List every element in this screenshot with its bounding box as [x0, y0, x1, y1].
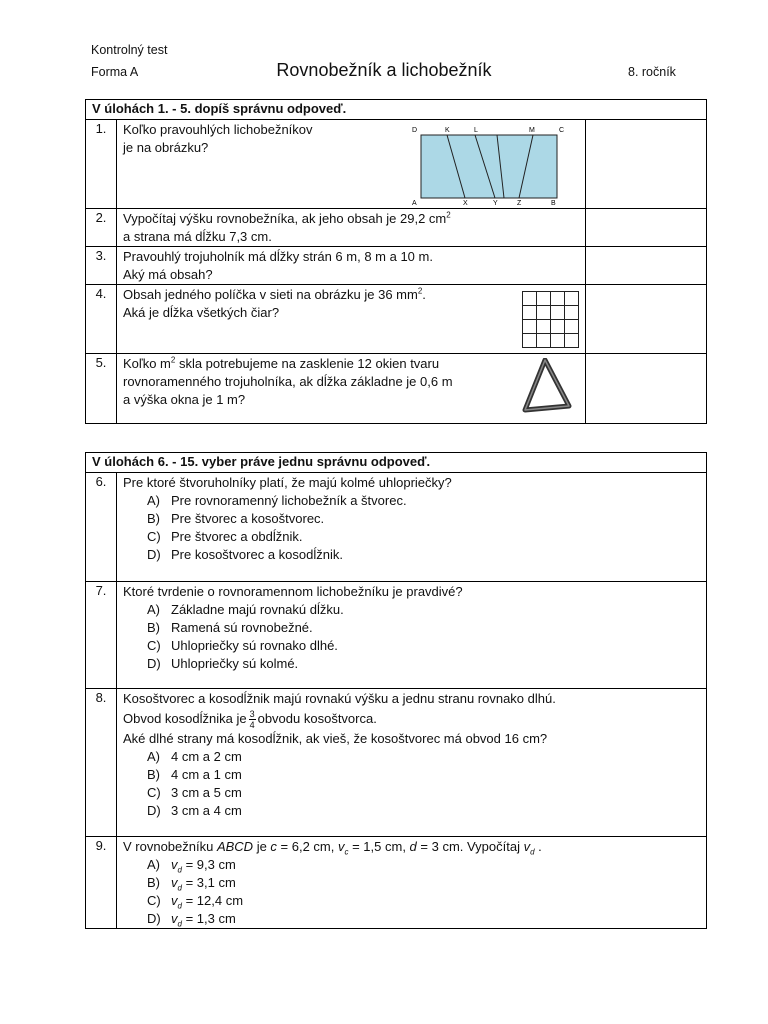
answer-option[interactable]: B) 4 cm a 1 cm — [147, 767, 242, 783]
question-row — [86, 689, 707, 837]
question-row — [86, 285, 707, 354]
question-text — [117, 582, 707, 689]
grade-label: 8. ročník — [628, 65, 676, 79]
question-row — [86, 837, 707, 929]
period: . — [422, 287, 426, 302]
question-line: Aký má obsah? — [123, 267, 213, 282]
header-subtitle: Kontrolný test — [91, 43, 168, 57]
question-text — [117, 209, 586, 247]
question-number: 3. — [86, 247, 117, 285]
question-line: Koľko pravouhlých lichobežníkov — [123, 122, 313, 137]
answer-cell[interactable] — [586, 247, 707, 285]
superscript: 2 — [170, 355, 176, 365]
figure-label: M — [529, 127, 535, 134]
answer-option[interactable]: C) 3 cm a 5 cm — [147, 785, 242, 801]
answer-option[interactable]: D) Pre kosoštvorec a kosodĺžnik. — [147, 547, 343, 562]
answer-option[interactable]: A) 4 cm a 2 cm — [147, 749, 242, 765]
question-line: skla potrebujeme na zasklenie 12 okien tvaru — [175, 356, 440, 371]
figure-label: Z — [517, 200, 522, 206]
question-number: 2. — [86, 209, 117, 247]
question-row — [86, 247, 707, 285]
figure-label: C — [559, 127, 565, 134]
section1-table — [85, 99, 707, 424]
figure-label: B — [551, 200, 556, 206]
figure-label: L — [474, 127, 478, 134]
page-title: Rovnobežník a lichobežník — [276, 60, 492, 80]
answer-option[interactable]: A) Základne majú rovnakú dĺžku. — [147, 602, 344, 617]
figure-label: Y — [493, 200, 498, 206]
answer-cell[interactable] — [586, 285, 707, 354]
question-line: Obsah jedného políčka v sieti na obrázku je 36 mm — [123, 287, 418, 302]
grid-figure — [522, 291, 580, 349]
question-line: Pravouhlý trojuholník má dĺžky strán 6 m, 8 m a 10 m. — [123, 249, 433, 264]
question-line: je na obrázku? — [123, 140, 209, 155]
answer-option[interactable]: D) $v_d = 1,3$ cm — [147, 911, 236, 929]
question-line: Koľko m — [123, 356, 171, 371]
question-line: Ktoré tvrdenie o rovnoramennom lichobežníku je pravdivé? — [123, 584, 463, 599]
figure-label: D — [412, 127, 418, 134]
question-row — [86, 473, 707, 582]
question-line: Vypočítaj výšku rovnobežníka, ak jeho obsah je 29,2 cm — [123, 211, 447, 226]
question-number: 4. — [86, 285, 117, 354]
superscript: 2 — [417, 286, 423, 296]
answer-cell[interactable] — [586, 209, 707, 247]
triangle-window-figure — [521, 358, 573, 416]
question-text — [117, 354, 586, 424]
question-line: Obvod kosodĺžnika je — [123, 711, 247, 726]
question-row — [86, 209, 707, 247]
question-number: 7. — [86, 582, 117, 689]
trapezoid-figure — [403, 122, 568, 206]
answer-cell[interactable] — [586, 354, 707, 424]
question-text — [117, 247, 586, 285]
answer-option[interactable]: D) Uhlopriečky sú kolmé. — [147, 656, 299, 671]
superscript: 2 — [446, 210, 451, 220]
question-text — [117, 285, 586, 354]
question-number: 8. — [86, 689, 117, 837]
section1-heading: V úlohách 1. - 5. dopíš správnu odpoveď. — [86, 100, 707, 120]
answer-option[interactable]: D) 3 cm a 4 cm — [147, 803, 242, 819]
fraction: $\frac{3}{4}$ — [249, 709, 255, 731]
answer-option[interactable]: B) $v_d = 3,1$ cm — [147, 875, 236, 893]
section2-table — [85, 452, 707, 929]
answer-option[interactable]: B) Pre štvorec a kosoštvorec. — [147, 511, 325, 526]
answer-option[interactable]: A) $v_d = 9,3$ cm — [147, 857, 236, 875]
question-row — [86, 120, 707, 209]
figure-label: A — [412, 200, 417, 206]
figure-label: K — [445, 127, 450, 134]
question-text — [117, 120, 586, 209]
figure-label: X — [463, 200, 468, 206]
section2-heading: V úlohách 6. - 15. vyber práve jednu správnu odpoveď. — [86, 453, 707, 473]
answer-cell[interactable] — [586, 120, 707, 209]
question-number: 5. — [86, 354, 117, 424]
answer-option[interactable]: B) Ramená sú rovnobežné. — [147, 620, 313, 635]
question-text — [117, 689, 707, 837]
answer-option[interactable]: C) Pre štvorec a obdĺžnik. — [147, 529, 303, 544]
question-line: Kosoštvorec a kosodĺžnik majú rovnakú výšku a jednu stranu rovnako dlhú. — [123, 691, 556, 706]
question-text — [117, 473, 707, 582]
question-row — [86, 354, 707, 424]
question-line: a strana má dĺžku 7,3 cm. — [123, 229, 272, 244]
question-line: rovnoramenného trojuholníka, ak dĺžka základne je 0,6 m — [123, 374, 453, 389]
question-line: Aké dlhé strany má kosodĺžnik, ak vieš, že kosoštvorec má obvod 16 cm? — [123, 731, 548, 747]
answer-option[interactable]: C) Uhlopriečky sú rovnako dlhé. — [147, 638, 338, 653]
answer-option[interactable]: A) Pre rovnoramenný lichobežník a štvorec. — [147, 493, 407, 508]
question-text: V rovnobežníku ABCD je c = 6,2 cm, $v_c = 1,5$ cm, d = 3 cm. Vypočítaj $v_d$ . A) $v_d = 9,3$ cm B) $v_d = 3,1$ cm C) $v_d = 12,4$ cm D) $v_d = 1,3$ cm — [117, 837, 707, 929]
question-number: 6. — [86, 473, 117, 582]
question-line: a výška okna je 1 m? — [123, 392, 246, 407]
question-row — [86, 582, 707, 689]
question-line: Aká je dĺžka všetkých čiar? — [123, 305, 280, 320]
question-line: Pre ktoré štvoruholníky platí, že majú kolmé uhlopriečky? — [123, 475, 452, 490]
question-number: 1. — [86, 120, 117, 209]
form-label: Forma A — [91, 65, 139, 79]
question-number: 9. — [86, 837, 117, 929]
question-line: obvodu kosoštvorca. — [257, 711, 377, 726]
answer-option[interactable]: C) $v_d = 12,4$ cm — [147, 893, 244, 911]
